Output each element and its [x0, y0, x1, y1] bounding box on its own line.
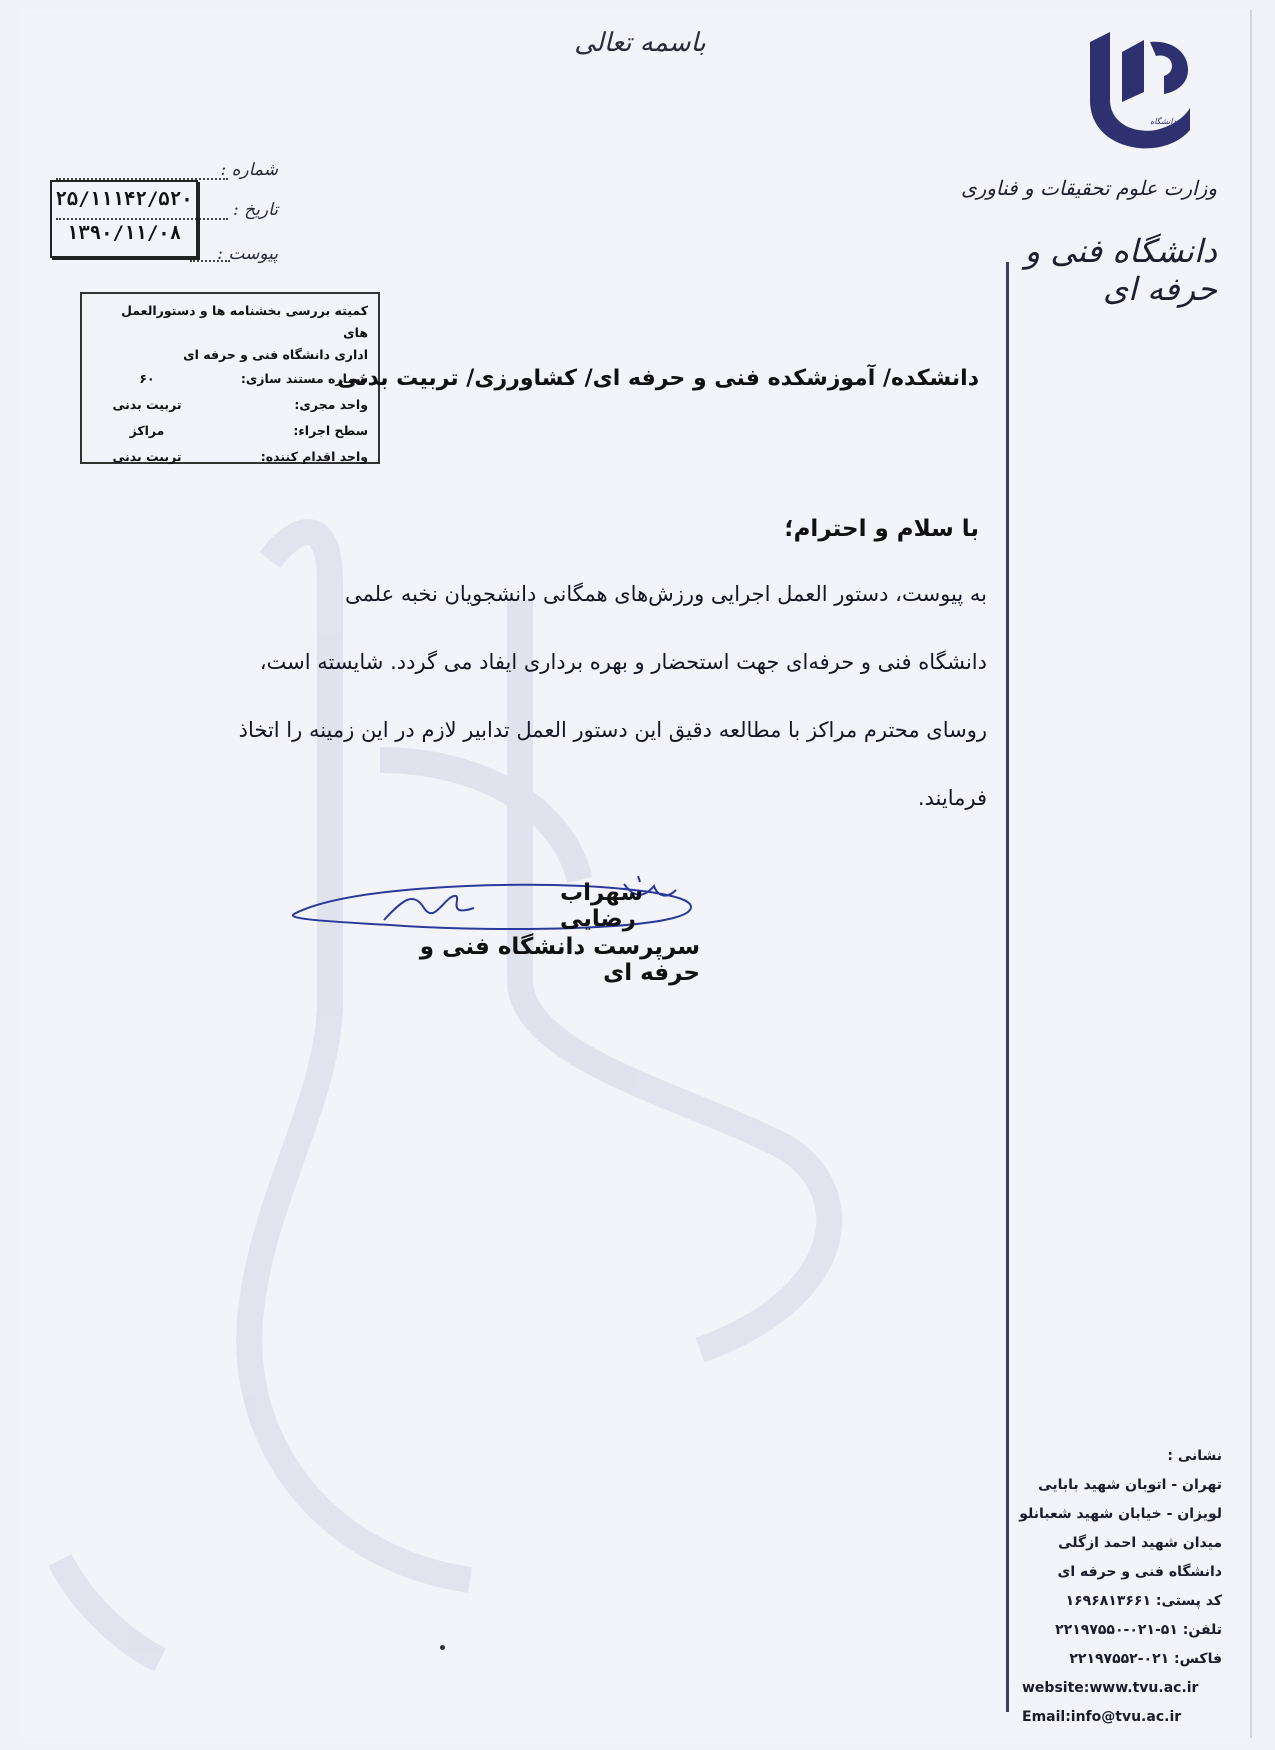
letter-number: ۲۵/۱۱۱۴۲/۵۲۰ — [55, 188, 193, 210]
committee-title-line2: اداری دانشگاه فنی و حرفه ای — [183, 347, 368, 362]
header-divider-line — [1006, 262, 1009, 1712]
university-logo-icon — [1072, 22, 1202, 152]
ink-dot — [440, 1645, 445, 1650]
number-label: شماره : — [220, 160, 278, 180]
committee-row — [92, 444, 368, 470]
attachment-dotted-line — [190, 260, 230, 262]
recipient-line: دانشکده/ آموزشکده فنی و حرفه ای/ کشاورزی/ تربیت بدنی — [337, 366, 979, 391]
signer-title: سرپرست دانشگاه فنی و حرفه ای — [419, 934, 700, 986]
date-label: تاریخ : — [233, 200, 278, 220]
letter-date: ۱۳۹۰/۱۱/۰۸ — [66, 222, 182, 244]
phone-number: تلفن: ۵۱-۰۲۱-۲۲۱۹۷۵۵۰ — [1055, 1622, 1222, 1638]
number-date-stamp — [50, 180, 198, 258]
address-line: دانشگاه فنی و حرفه ای — [1057, 1564, 1222, 1580]
greeting-line: با سلام و احترام؛ — [784, 516, 979, 542]
committee-row — [92, 392, 368, 418]
committee-row-label: سطح اجراء: — [293, 423, 368, 438]
address-line: میدان شهید احمد ازگلی — [1058, 1535, 1222, 1551]
website-text: website:www.tvu.ac.ir — [1022, 1680, 1199, 1696]
university-name: دانشگاه فنی و حرفه ای — [1024, 232, 1217, 308]
committee-title-line1: کمیته بررسی بخشنامه ها و دستورالعمل های — [121, 303, 368, 340]
committee-row-value: ۶۰ — [139, 371, 155, 386]
committee-row-value: تربیت بدنی — [112, 397, 182, 412]
address-line: لویزان - خیابان شهید شعبانلو — [1019, 1506, 1222, 1522]
committee-row-value: مراکز — [129, 423, 165, 438]
committee-row-value: تربیت بدنی — [112, 449, 182, 464]
fax-number: فاکس: ۰۲۱-۲۲۱۹۷۵۵۲ — [1069, 1651, 1222, 1667]
attachment-label: پیوست : — [217, 244, 278, 264]
committee-row-label: شماره مستند سازی: — [240, 371, 368, 386]
body-paragraph-line: به پیوست، دستور العمل اجرایی ورزش‌های همگانی دانشجویان نخبه علمی — [345, 582, 987, 606]
committee-row-label: واحد اقدام کننده: — [260, 449, 368, 464]
signer-name: سهراب رضایی — [560, 880, 644, 932]
invocation-text: باسمه تعالی — [574, 28, 706, 58]
svg-text:دانشگاه: دانشگاه — [1150, 117, 1177, 126]
committee-row-label: واحد مجری: — [294, 397, 368, 412]
body-paragraph-line: روسای محترم مراکز با مطالعه دقیق این دستور العمل تدابیر لازم در این زمینه را اتخاذ — [238, 718, 987, 742]
ministry-name: وزارت علوم تحقیقات و فناوری — [960, 176, 1217, 200]
address-block — [1019, 1442, 1222, 1732]
body-paragraph-line: فرمایند. — [917, 786, 987, 810]
address-line: تهران - اتوبان شهید بابایی — [1038, 1477, 1222, 1493]
email-text: Email:info@tvu.ac.ir — [1022, 1709, 1182, 1725]
postal-code: کد پستی: ۱۶۹۶۸۱۳۶۶۱ — [1065, 1593, 1222, 1609]
address-heading: نشانی : — [1167, 1448, 1222, 1464]
body-paragraph-line: دانشگاه فنی و حرفه‌ای جهت استحضار و بهره برداری ایفاد می گردد. شایسته است، — [259, 650, 987, 674]
committee-row — [92, 418, 368, 444]
